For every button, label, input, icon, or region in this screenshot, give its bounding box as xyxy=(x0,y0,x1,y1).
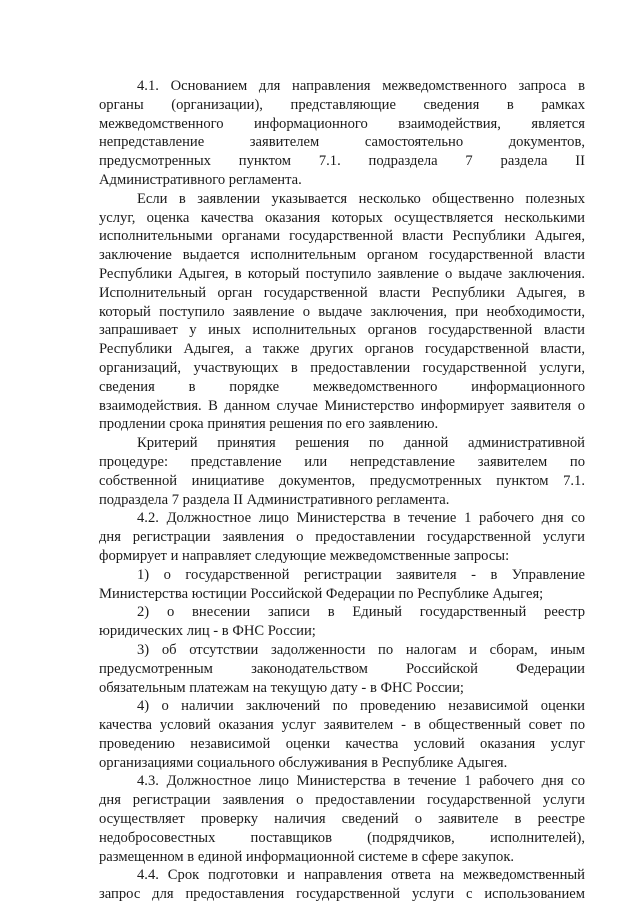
paragraph-p-4-2-2 xyxy=(99,603,585,641)
text-line: подраздела 7 раздела II Административного регламента. xyxy=(99,491,450,508)
text-line: процедуре: представление или непредставление заявителем по xyxy=(99,453,585,470)
text-line: Если в заявлении указывается несколько общественно полезных xyxy=(137,190,585,207)
paragraph-p-4-2 xyxy=(99,509,585,565)
paragraph-p-4-2-1 xyxy=(99,566,585,604)
paragraph-p-multi xyxy=(99,190,585,434)
text-line: собственной инициативе документов, предусмотренных пунктом 7.1. xyxy=(99,472,585,489)
text-line: непредставление заявителем самостоятельно документов, xyxy=(99,134,585,151)
text-line: проведению независимой оценки качества условий оказания услуг xyxy=(99,735,585,752)
text-line: услуг, оценка качества оказания которых осуществляется несколькими xyxy=(99,209,585,226)
text-line: который поступило заявление о выдаче заключения, при необходимости, xyxy=(99,303,585,320)
text-line: сведения в порядке межведомственного информационного xyxy=(99,378,585,395)
text-line: Исполнительный орган государственной власти Республики Адыгея, в xyxy=(99,284,585,301)
text-line: взаимодействия. В данном случае Министерство информирует заявителя о xyxy=(99,397,585,414)
text-line: 4.3. Должностное лицо Министерства в течение 1 рабочего дня со xyxy=(137,773,585,790)
text-line: размещенном в единой информационной системе в сфере закупок. xyxy=(99,848,515,865)
text-line: 2) о внесении записи в Единый государственный реестр xyxy=(137,604,585,621)
text-line: заключение выдается исполнительным органом государственной власти xyxy=(99,247,585,264)
text-line: 4) о наличии заключений по проведению независимой оценки xyxy=(137,698,585,715)
paragraph-p-4-1 xyxy=(99,77,585,190)
text-line: органы (организации), представляющие сведения в рамках xyxy=(99,96,585,113)
text-line: организаций, участвующих в предоставлении государственной услуги, xyxy=(99,359,585,376)
paragraph-p-4-2-3 xyxy=(99,641,585,697)
text-line: предусмотренным законодательством Российской Федерации xyxy=(99,660,585,677)
text-line: Министерства юстиции Российской Федерации по Республике Адыгея; xyxy=(99,585,544,602)
text-line: предусмотренных пунктом 7.1. подраздела 7 раздела II xyxy=(99,153,585,170)
text-line: Административного регламента. xyxy=(99,171,302,188)
text-line: формирует и направляет следующие межведомственные запросы: xyxy=(99,547,510,564)
text-line: дня регистрации заявления о предоставлении государственной услуги xyxy=(99,529,585,546)
text-line: 4.2. Должностное лицо Министерства в течение 1 рабочего дня со xyxy=(137,510,585,527)
text-line: Республики Адыгея, в который поступило заявление о выдаче заключения. xyxy=(99,265,585,282)
text-line: юридических лиц - в ФНС России; xyxy=(99,623,316,640)
text-line: запрашивает у иных исполнительных органов государственной власти xyxy=(99,322,585,339)
text-line: осуществляет проверку наличия сведений о заявителе в реестре xyxy=(99,811,585,828)
document-page xyxy=(99,77,585,904)
text-line: 3) об отсутствии задолженности по налогам и сборам, иным xyxy=(137,641,585,658)
text-line: обязательным платежам на текущую дату - в ФНС России; xyxy=(99,679,464,696)
paragraph-p-4-4 xyxy=(99,866,585,904)
text-line: Республики Адыгея, а также других органов государственной власти, xyxy=(99,341,585,358)
paragraph-p-criterion xyxy=(99,434,585,509)
text-line: недобросовестных поставщиков (подрядчиков, исполнителей), xyxy=(99,829,585,846)
text-line: дня регистрации заявления о предоставлении государственной услуги xyxy=(99,792,585,809)
paragraph-p-4-3 xyxy=(99,772,585,866)
text-line: 4.4. Срок подготовки и направления ответа на межведомственный xyxy=(137,867,585,884)
text-line: качества условий оказания услуг заявителем - в общественный совет по xyxy=(99,717,585,734)
text-line: Критерий принятия решения по данной административной xyxy=(137,435,585,452)
text-line: 4.1. Основанием для направления межведомственного запроса в xyxy=(137,78,585,94)
text-line: запрос для предоставления государственной услуги с использованием xyxy=(99,886,585,903)
paragraph-p-4-2-4 xyxy=(99,697,585,772)
text-line: 1) о государственной регистрации заявителя - в Управление xyxy=(137,566,585,583)
text-line: организациями социального обслуживания в Республике Адыгея. xyxy=(99,754,508,771)
text-line: продлении срока принятия решения по его заявлению. xyxy=(99,416,439,433)
text-line: межведомственного информационного взаимодействия, является xyxy=(99,115,585,132)
text-line: исполнительными органами государственной власти Республики Адыгея, xyxy=(99,228,585,245)
